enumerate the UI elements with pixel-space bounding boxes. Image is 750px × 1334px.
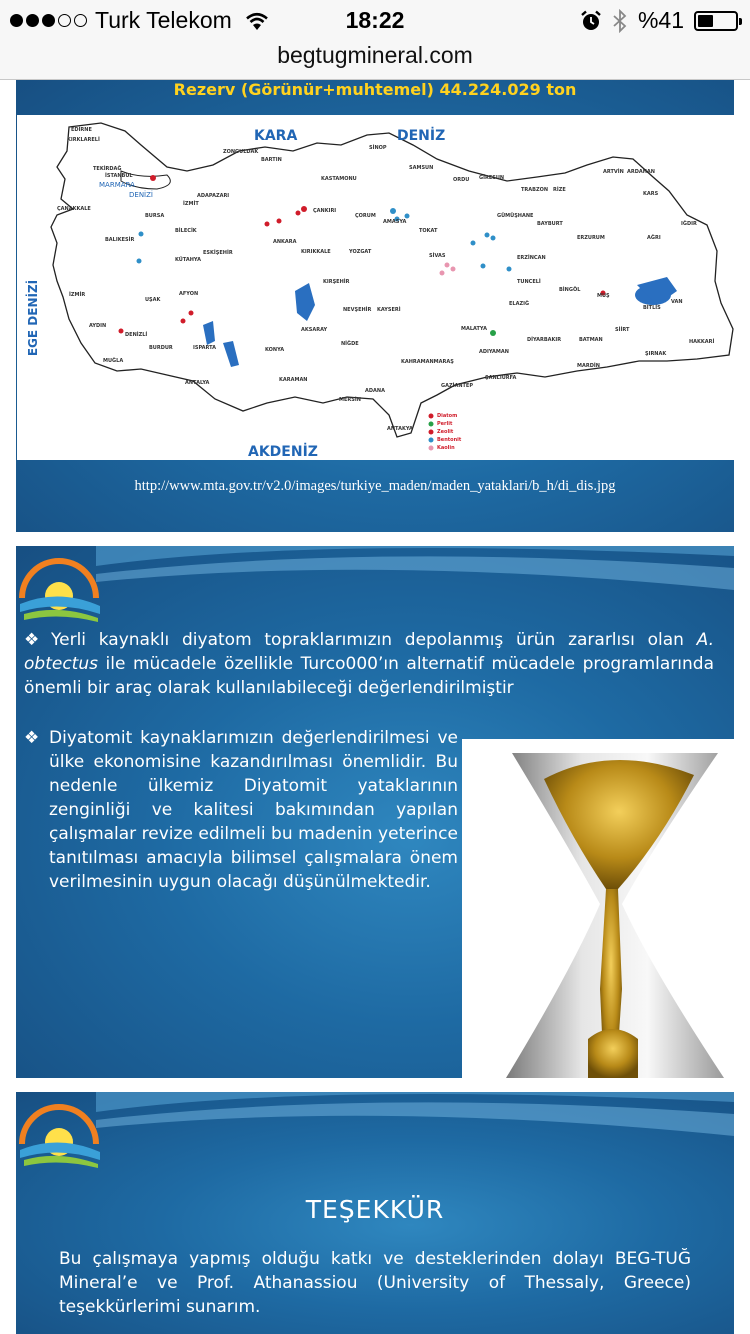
map-city-label: HAKKARİ (689, 339, 715, 345)
map-city-label: KAHRAMANMARAŞ (401, 359, 454, 365)
map-city-label: KONYA (265, 347, 285, 353)
wave-decoration (16, 1092, 734, 1182)
map-city-label: ANKARA (273, 239, 297, 245)
map-city-label: MARDİN (577, 363, 600, 369)
map-city-label: KÜTAHYA (175, 257, 201, 263)
map-city-label: GAZİANTEP (441, 383, 474, 389)
slide-conclusions (16, 546, 734, 1078)
battery-percent: %41 (637, 7, 684, 33)
sea-label-marmara: MARMARA (99, 181, 135, 189)
bluetooth-icon (612, 9, 628, 33)
map-city-label: EDİRNE (71, 127, 92, 133)
map-city-label: IĞDIR (681, 221, 697, 227)
map-city-label: KAYSERİ (377, 307, 401, 313)
map-city-label: ÇANAKKALE (57, 206, 91, 212)
map-city-label: İZMİT (183, 201, 199, 207)
map-city-label: MUĞLA (103, 358, 124, 364)
map-city-label: VAN (671, 299, 683, 305)
map-city-label: KIRŞEHİR (323, 279, 350, 285)
bullet1-text-b: ile mücadele özellikle Turco000’ın alternatif mücadele programlarında önemli bir araç olarak kullanılabileceği değerlendirilmiştir (24, 654, 714, 698)
map-city-label: BURSA (145, 213, 165, 219)
map-city-label: BURDUR (149, 345, 173, 351)
map-legend (429, 414, 434, 451)
map-legend-label: Diatom (437, 413, 458, 419)
company-logo (16, 548, 102, 624)
map-city-label: ORDU (453, 177, 470, 183)
map-city-label: KASTAMONU (321, 176, 357, 182)
map-city-label: SİİRT (615, 327, 630, 333)
map-city-label: AMASYA (383, 219, 407, 225)
map-city-label: GÜMÜŞHANE (497, 213, 534, 219)
map-city-label: DİYARBAKIR (527, 337, 562, 343)
map-city-label: ŞANLIURFA (485, 375, 517, 381)
bullet-diamond-icon: ❖ (24, 630, 40, 650)
map-city-label: ISPARTA (193, 345, 217, 351)
thanks-text: Bu çalışmaya yapmış olduğu katkı ve desteklerinden dolayı BEG-TUĞ Mineral’e ve Prof. Athanassiou (University of Thessaly, Greece) teşekkürlerimi sunarım. (59, 1249, 691, 1317)
address-bar[interactable] (0, 40, 750, 80)
map-city-label: BİTLİS (643, 305, 661, 311)
map-city-label: GİRESUN (479, 175, 505, 181)
turkey-map-outline (17, 115, 734, 460)
map-legend-label: Kaolin (437, 445, 455, 451)
sea-label-kara: KARA (254, 128, 298, 144)
map-source-url: http://www.mta.gov.tr/v2.0/images/turkiye_maden/maden_yataklari/b_h/di_dis.jpg (134, 478, 616, 494)
map-city-label: İZMİR (69, 292, 86, 298)
map-city-label: YOZGAT (349, 249, 372, 255)
map-city-label: ÇANKIRI (313, 208, 337, 214)
species-name: A. obtectus (24, 630, 714, 674)
map-city-label: ERZURUM (577, 235, 605, 241)
map-city-label: ZONGULDAK (223, 149, 259, 155)
map-city-label: ELAZIĞ (509, 301, 530, 307)
map-city-label: BİNGÖL (559, 287, 581, 293)
map-city-label: ANTAKYA (387, 426, 413, 432)
bullet-diamond-icon: ❖ (24, 728, 40, 748)
map-city-label: ANTALYA (185, 380, 210, 386)
map-city-label: MERSİN (339, 397, 361, 403)
map-legend-label: Bentonit (437, 437, 462, 443)
map-city-label: KIRIKKALE (301, 249, 331, 255)
carrier-name: Turk Telekom (95, 7, 232, 33)
reserve-title: Rezerv (Görünür+muhtemel) 44.224.029 ton (173, 80, 577, 99)
map-city-label: KIRKLARELİ (67, 137, 100, 143)
map-city-label: BAYBURT (537, 221, 563, 227)
hourglass-image (462, 739, 734, 1078)
bullet-point-2 (24, 726, 458, 894)
status-bar (0, 0, 750, 40)
map-city-label: KARAMAN (279, 377, 308, 383)
map-city-label: İSTANBUL (105, 173, 133, 179)
map-city-label: ESKİŞEHİR (203, 250, 233, 256)
bullet2-text: Diyatomit kaynaklarımızın değerlendirilmesi ve ülke ekonomisine kazandırılması önemlidir. Bu nedenle ülkemiz Diyatomit yataklarının zenginliği ve kalitesi bakımından yapılan çalışmalar revize edilmeli bu madenin yeterince tanıtılması amacıyla bilimsel çalışmalara önem verilmesinin uygun olacağı düşünülmektedir. (49, 728, 458, 892)
map-city-label: ARDAHAN (627, 169, 655, 175)
sea-label-ege: EGE DENİZİ (26, 279, 40, 357)
map-city-label: BARTIN (261, 157, 282, 163)
map-city-label: ADANA (365, 388, 385, 394)
bullet1-text-a: Yerli kaynaklı diyatom topraklarımızın depolanmış ürün zararlısı olan (51, 630, 697, 650)
clock: 18:22 (345, 7, 405, 33)
map-city-label: SİNOP (369, 145, 387, 151)
map-city-label: ERZİNCAN (517, 255, 546, 261)
map-city-label: SAMSUN (409, 165, 434, 171)
map-city-label: ŞIRNAK (645, 351, 667, 357)
slide-map (16, 80, 734, 532)
wave-decoration (16, 546, 734, 636)
map-city-label: RİZE (553, 187, 566, 193)
thanks-title: TEŞEKKÜR (305, 1195, 445, 1224)
map-city-label: TEKİRDAĞ (93, 166, 122, 172)
map-city-label: TRABZON (521, 187, 549, 193)
bullet-point-1 (24, 628, 714, 700)
map-legend-label: Perlit (437, 421, 453, 427)
map-city-label: TOKAT (419, 228, 438, 234)
map-city-label: AKSARAY (301, 327, 328, 333)
map-city-label: MUŞ (597, 293, 610, 299)
url-text[interactable]: begtugmineral.com (277, 42, 473, 68)
battery-icon (694, 11, 738, 31)
alarm-clock-icon (580, 10, 602, 32)
slide-thanks (16, 1092, 734, 1334)
map-city-label: DENİZLİ (125, 332, 148, 338)
map-city-label: AĞRI (647, 235, 661, 241)
map-city-label: BİLECİK (175, 228, 197, 234)
map-city-label: MALATYA (461, 326, 487, 332)
sea-label-deniz: DENİZ (397, 128, 446, 144)
map-city-label: UŞAK (145, 297, 161, 303)
company-logo (16, 1094, 102, 1170)
map-city-label: NİĞDE (341, 341, 359, 347)
map-city-label: ADIYAMAN (479, 349, 509, 355)
sea-label-marmara-denizi: DENİZİ (129, 191, 153, 199)
map-city-label: AYDIN (89, 323, 107, 329)
web-page (0, 80, 750, 1334)
map-city-label: AFYON (179, 291, 199, 297)
map-city-label: ARTVİN (603, 169, 624, 175)
turkey-map (17, 115, 734, 460)
map-city-label: TUNCELİ (517, 279, 541, 285)
map-city-label: ADAPAZARI (197, 193, 230, 199)
map-city-label: NEVŞEHİR (343, 307, 372, 313)
map-city-label: ÇORUM (355, 213, 376, 219)
map-city-label: BALIKESİR (105, 237, 135, 243)
sea-label-akdeniz: AKDENİZ (248, 444, 318, 460)
map-legend-label: Zeolit (437, 429, 454, 435)
map-city-label: BATMAN (579, 337, 603, 343)
map-city-label: SİVAS (429, 253, 446, 259)
map-city-label: KARS (643, 191, 659, 197)
